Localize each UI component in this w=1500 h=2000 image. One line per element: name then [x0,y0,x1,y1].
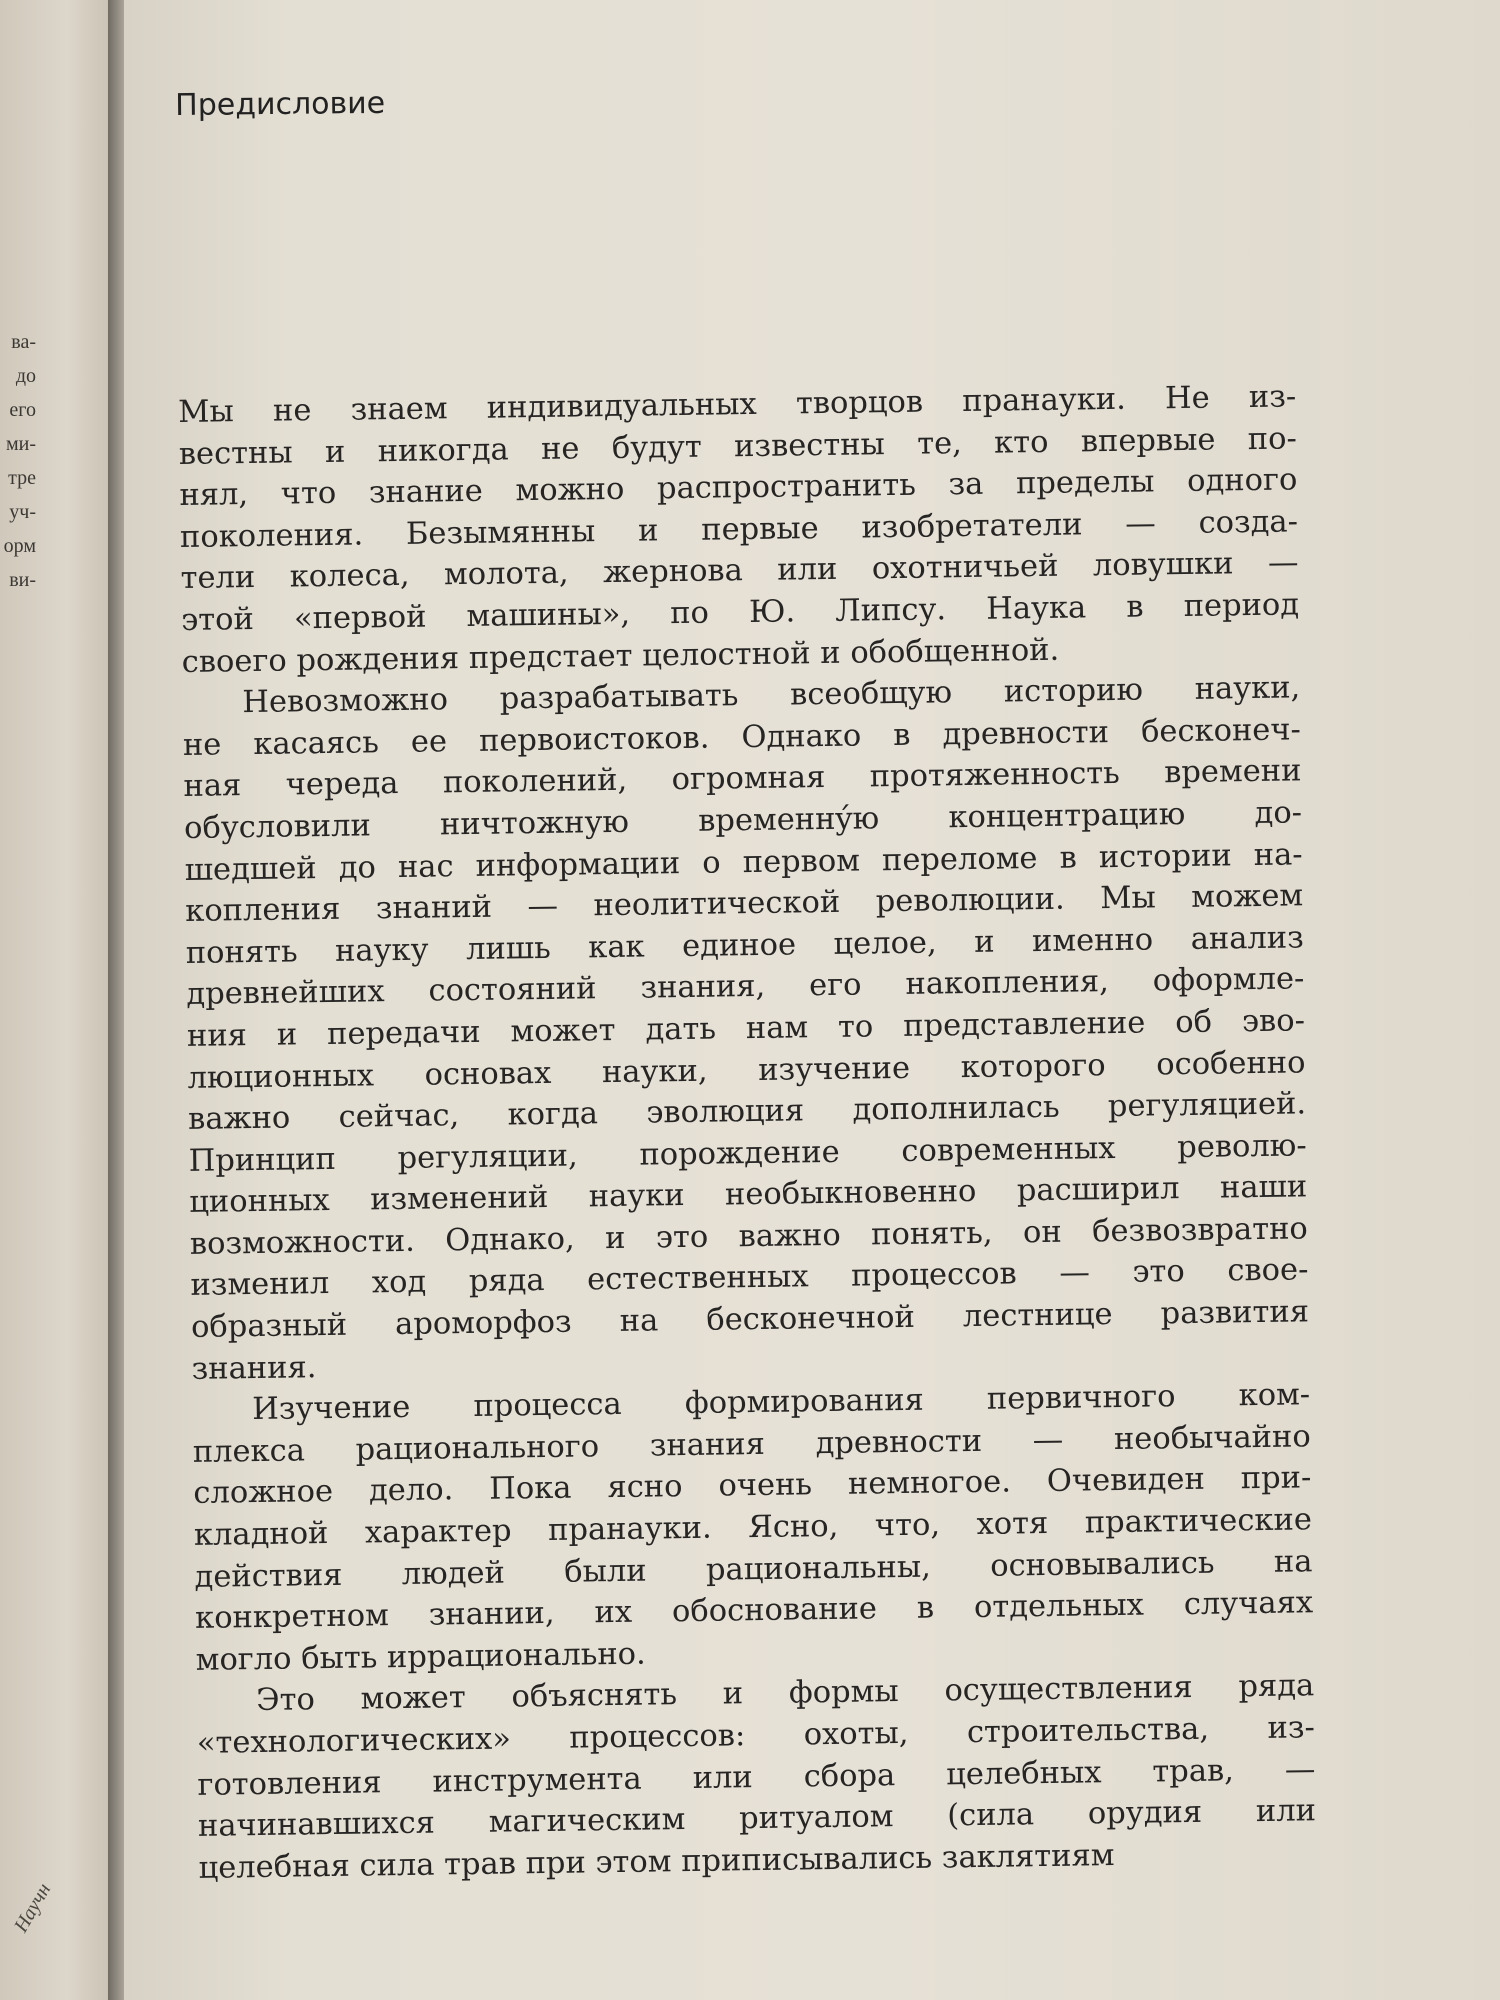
text-line: сложное дело. Пока ясно очень немногое. Очевиден при- [193,1460,1312,1512]
paragraph [182,668,1310,1391]
text-line: этой «первой машины», по Ю. Липсу. Наука в период [180,587,1300,638]
text-line: важно сейчас, когда эволюция дополнилась регуляцией. [187,1086,1307,1138]
left-fragment: орм [3,535,36,557]
body-text [178,376,1317,1889]
paragraph [196,1666,1317,1890]
page-header: Предисловие [175,85,386,123]
left-page-fragments [2,325,36,597]
text-line: кладной характер пранауки. Ясно, что, хотя практические [193,1502,1313,1553]
left-page-edge [0,0,112,2000]
left-fragment: уч- [9,501,36,523]
text-line: ная череда поколений, огромная протяженность времени [183,753,1302,805]
text-line: плекса рационального знания древности — необычайно [192,1419,1311,1470]
paragraph [178,376,1300,683]
text-line: знания. [191,1349,317,1387]
text-line: шедшей до нас информации о первом переломе в истории на- [184,836,1303,888]
text-line: возможности. Однако, и это важно понять, он безвозвратно [189,1211,1309,1262]
text-line: обусловили ничтожную временнýю концентрацию до- [183,795,1303,846]
left-fragment: ми- [5,433,36,455]
text-line: тели колеса, молота, жернова или охотничьей ловушки — [180,545,1299,597]
text-line: своего рождения предстает целостной и обобщенной. [181,632,1060,680]
text-line: вестны и никогда не будут известны те, кто впервые по- [178,420,1298,472]
left-fragment: ва- [11,331,36,353]
text-line: Мы не знаем индивидуальных творцов пранауки. Не из- [178,379,1297,430]
text-line: копления знаний — неолитической революции. Мы можем [185,878,1304,930]
text-line: начинавшихся магическим ритуалом (сила орудия или [197,1793,1317,1845]
text-line: ния и передачи может дать нам то представление об эво- [186,1003,1306,1054]
text-line: Принцип регуляции, порождение современных револю- [188,1128,1307,1179]
text-line: древнейших состояний знания, его накопления, оформле- [186,961,1305,1013]
text-line: действия людей были рациональны, основывались на [194,1543,1313,1595]
left-fragment: тре [8,467,36,489]
text-line: Изучение процесса формирования первичного ком- [251,1377,1311,1428]
left-fragment: до [15,365,36,387]
text-line: Невозможно разрабатывать всеобщую историю науки, [242,670,1301,721]
text-line: конкретном знании, их обоснование в отдельных случаях [194,1585,1314,1637]
text-line: не касаясь ее первоистоков. Однако в древности бесконеч- [182,712,1302,763]
text-line: ционных изменений науки необыкновенно расширил наши [189,1169,1308,1221]
text-line: могло быть иррационально. [195,1636,646,1678]
left-page-footer: Научн [10,1879,56,1936]
text-line: поколения. Безымянны и первые изобретатели — созда- [179,504,1299,555]
text-line: люционных основах науки, изучение которого особенно [187,1044,1306,1096]
text-line: Это может объяснять и формы осуществления ряда [256,1668,1315,1719]
text-line: образный ароморфоз на бесконечной лестнице развития [190,1294,1310,1345]
left-fragment: его [9,399,36,421]
text-line: изменил ход ряда естественных процессов — это свое- [190,1252,1309,1304]
paragraph [192,1375,1314,1682]
text-line: понять науку лишь как единое целое, и именно анализ [185,920,1304,971]
left-fragment: ви- [9,569,36,591]
text-line: целебная сила трав при этом приписывались заклятиям [198,1837,1115,1886]
text-line: «технологических» процессов: охоты, строительства, из- [196,1710,1316,1761]
text-line: готовления инструмента или сбора целебных трав, — [197,1751,1316,1803]
text-line: нял, что знание можно распространить за пределы одного [179,462,1298,514]
